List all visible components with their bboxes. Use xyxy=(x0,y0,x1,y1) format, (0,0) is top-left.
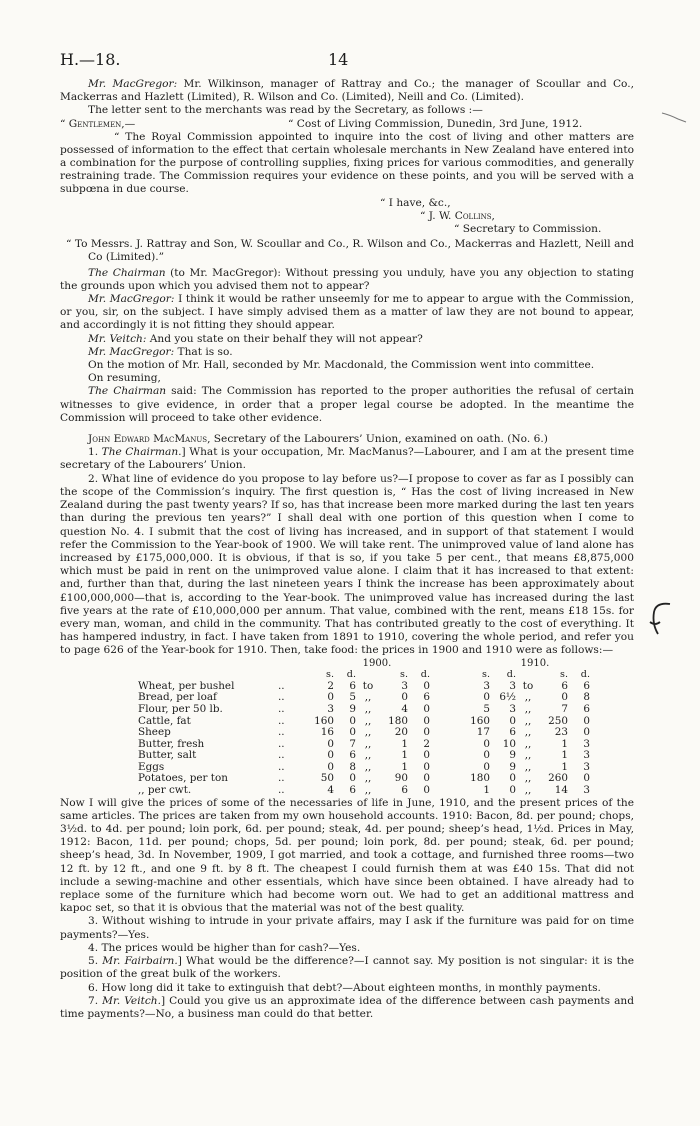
price-cell: 0 xyxy=(423,726,430,739)
unit-label: d. xyxy=(346,669,356,681)
paragraph: Now I will give the prices of some of the necessaries of life in June, 1910, and the present prices of the same articles. The prices are taken from my own household accounts. 1910: Bacon, 8d. per pound; chops, 3½d. to 4d. per pound; loin pork, 6d. per pound; steak, 4d. per pound; sheep’s head, 1½d. Prices in May, 1912: Bacon, 11d. per pound; chops, 5d. per pound; loin pork, 8d. per pound; steak, 6d. per pound; sheep’s head, 3d. In November, 1909, I got married, and took a cottage, and furnished three rooms—two 12 ft. by 12 ft., and one 9 ft. by 8 ft. The cheapest I could furnish them at was £40 15s. That did not include a sewing-machine and other essentials, which have since been obtained. I have already had to replace some of the furniture which had become worn out. We had to get an additional mattress and kapoc set, so that it is obvious that the material was not of the best quality. xyxy=(60,796,634,915)
unit-label: s. xyxy=(560,669,568,681)
year-1900: 1900. xyxy=(362,657,392,669)
price-cell: ,, xyxy=(364,784,372,797)
unit-label: s. xyxy=(400,669,408,681)
price-cell: 6 xyxy=(349,749,356,762)
witness-name: John Edward MacManus xyxy=(88,433,208,446)
price-cell: 2 xyxy=(423,737,430,750)
price-cell: 0 xyxy=(327,760,334,773)
price-cell: ,, xyxy=(364,749,372,762)
price-cell: ,, xyxy=(364,760,372,773)
item-name: Butter, fresh xyxy=(138,737,205,750)
price-cell: 16 xyxy=(320,726,334,739)
price-cell: 6 xyxy=(349,679,356,692)
unit-label: s. xyxy=(482,669,490,681)
price-cell: 2 xyxy=(327,679,334,692)
price-cell: 1 xyxy=(401,760,408,773)
item-name: Bread, per loaf xyxy=(138,691,217,704)
page-number: 14 xyxy=(328,50,349,69)
price-cell: ,, xyxy=(524,737,532,750)
price-cell: 3 xyxy=(583,760,590,773)
paragraph-text: I think it would be rather unseemly for me to appear to argue with the Commission, or you, sir, on the subject. I have simply advised them as a matter of law they are not bound to appear, and accordingly it is not fitting they should appear. xyxy=(60,293,634,332)
price-cell: 0 xyxy=(483,737,490,750)
price-cell: ,, xyxy=(524,691,532,704)
price-cell: 1 xyxy=(483,784,490,797)
price-cell: 0 xyxy=(423,714,430,727)
price-cell: 0 xyxy=(483,760,490,773)
price-cell: 0 xyxy=(423,749,430,762)
item-name: Wheat, per bushel xyxy=(138,679,235,692)
price-cell: 6 xyxy=(561,679,568,692)
leader-dots: .. xyxy=(278,760,285,773)
price-cell: ,, xyxy=(524,714,532,727)
price-cell: 180 xyxy=(470,772,490,785)
margin-bracket-mark xyxy=(646,600,676,640)
price-cell: 17 xyxy=(476,726,490,739)
price-cell: 0 xyxy=(509,714,516,727)
price-cell: 14 xyxy=(554,784,568,797)
price-cell: 8 xyxy=(349,760,356,773)
question xyxy=(60,955,634,981)
letter-address-date: “ Cost of Living Commission, Dunedin, 3rd June, 1912. xyxy=(288,117,583,130)
price-cell: ,, xyxy=(364,702,372,715)
price-cell: 0 xyxy=(423,772,430,785)
paragraph xyxy=(60,346,634,359)
table-row xyxy=(138,727,592,739)
price-cell: 0 xyxy=(327,749,334,762)
price-cell: 4 xyxy=(401,702,408,715)
price-cell: 160 xyxy=(314,714,334,727)
price-cell: 180 xyxy=(388,714,408,727)
year-1910: 1910. xyxy=(520,657,550,669)
price-cell: 1 xyxy=(561,760,568,773)
price-cell: to xyxy=(362,679,374,692)
price-cell: 20 xyxy=(394,726,408,739)
price-cell: 6½ xyxy=(499,691,516,704)
witness-heading xyxy=(60,433,634,446)
price-cell: 3 xyxy=(509,702,516,715)
price-cell: 6 xyxy=(583,702,590,715)
price-cell: 9 xyxy=(349,702,356,715)
price-cell: 3 xyxy=(401,679,408,692)
document-reference: H.—18. xyxy=(60,50,121,69)
price-cell: 23 xyxy=(554,726,568,739)
item-name: Flour, per 50 lb. xyxy=(138,702,223,715)
question: 4. The prices would be higher than for cash?—Yes. xyxy=(88,941,361,954)
letter-addressees: “ To Messrs. J. Rattray and Son, W. Scoullar and Co., R. Wilson and Co., Mackerras and Hazlett, Neill and Co (Limited).” xyxy=(66,238,634,264)
question: 2. What line of evidence do you propose to lay before us?—I propose to cover as far as I possibly can the scope of the Commission’s inquiry. The first question is, “ Has the cost of living increased in New Zealand during the past twenty years? If so, has that increase been more marked during the last ten years than during the previous ten years?” I shall deal with one portion of this question when I come to question No. 4. I submit that the cost of living has increased, and in support of that statement I would refer the Commission to the Year-book of 1900. We will take rent. The unimproved value of land alone has increased by £175,000,000. It is obvious, if that is so, if you take 5 per cent., that means £8,875,000 which must be paid in rent on the unimproved value alone. I claim that it has increased to that extent: and, further than that, during the last nineteen years I think the increase has been approximately about £100,000,000—that is, according to the Year-book. The unimproved value has increased during the last five years at the rate of £10,000,000 per annum. That value, combined with the rent, means £18 15s. for every man, woman, and child in the community. That has contributed greatly to the cost of everything. It has hampered industry, in fact. I have taken from 1891 to 1910, covering the whole period, and refer you to page 626 of the Year-book for 1910. Then, take food: the prices in 1900 and 1910 were as follows:— xyxy=(60,472,634,657)
price-cell: ,, xyxy=(524,772,532,785)
paragraph-text: (to Mr. MacGregor): Without pressing you unduly, have you any objection to stating the grounds upon which you advised them not to appear? xyxy=(60,266,634,292)
price-cell: 3 xyxy=(583,784,590,797)
price-cell: 3 xyxy=(583,737,590,750)
price-cell: 0 xyxy=(509,772,516,785)
price-cell: 8 xyxy=(583,691,590,704)
speaker: Mr. MacGregor: xyxy=(88,78,178,90)
price-cell: 0 xyxy=(483,749,490,762)
leader-dots: .. xyxy=(278,737,285,750)
speaker: Mr. Fairbairn. xyxy=(102,955,178,968)
question xyxy=(60,446,634,472)
price-cell: 0 xyxy=(327,737,334,750)
price-cell: 0 xyxy=(349,726,356,739)
price-cell: 50 xyxy=(320,772,334,785)
letter-signatory: “ J. W. Collins, xyxy=(420,209,495,222)
leader-dots: .. xyxy=(278,749,285,762)
price-cell: 0 xyxy=(423,702,430,715)
speaker: Mr. Veitch. xyxy=(102,994,161,1007)
price-cell: 6 xyxy=(423,691,430,704)
price-cell: 0 xyxy=(483,691,490,704)
price-cell: ,, xyxy=(364,691,372,704)
question-number: 1. xyxy=(88,446,102,459)
item-name: Sheep xyxy=(138,726,171,739)
price-table xyxy=(138,658,592,797)
letter-heading xyxy=(60,118,634,131)
price-cell: to xyxy=(522,679,534,692)
table-row xyxy=(138,785,592,797)
price-cell: 9 xyxy=(509,760,516,773)
price-cell: 9 xyxy=(509,749,516,762)
price-cell: 3 xyxy=(583,749,590,762)
paragraph: On resuming, xyxy=(88,372,161,385)
price-cell: 0 xyxy=(327,691,334,704)
price-cell: ,, xyxy=(524,726,532,739)
price-cell: 250 xyxy=(548,714,568,727)
price-cell: 90 xyxy=(394,772,408,785)
paragraph xyxy=(60,333,634,346)
price-cell: 0 xyxy=(423,760,430,773)
price-cell: 5 xyxy=(349,691,356,704)
unit-label: s. xyxy=(326,669,334,681)
price-cell: 6 xyxy=(349,784,356,797)
price-cell: 1 xyxy=(561,749,568,762)
price-cell: ,, xyxy=(524,760,532,773)
price-cell: 0 xyxy=(401,691,408,704)
price-cell: 0 xyxy=(349,772,356,785)
question-number: 5. xyxy=(88,955,103,968)
price-cell: ,, xyxy=(364,737,372,750)
price-cell: 7 xyxy=(561,702,568,715)
table-row xyxy=(138,704,592,716)
page-header xyxy=(60,50,634,72)
unit-label: d. xyxy=(580,669,590,681)
price-cell: 1 xyxy=(561,737,568,750)
price-cell: 0 xyxy=(423,679,430,692)
price-cell: 3 xyxy=(483,679,490,692)
price-cell: 260 xyxy=(548,772,568,785)
paragraph xyxy=(60,267,634,293)
question-text: ] Could you give us an approximate idea of the difference between cash payments and time payments?—No, a business man could do that better. xyxy=(60,994,635,1020)
leader-dots: .. xyxy=(278,691,285,704)
price-cell: 0 xyxy=(423,784,430,797)
question xyxy=(60,995,634,1021)
item-name: Potatoes, per ton xyxy=(138,772,228,785)
unit-label: d. xyxy=(420,669,430,681)
price-cell: 6 xyxy=(583,679,590,692)
price-cell: 0 xyxy=(509,784,516,797)
price-cell: 6 xyxy=(509,726,516,739)
table-year-header xyxy=(138,658,592,670)
item-name: Eggs xyxy=(138,760,165,773)
item-name: ,, per cwt. xyxy=(138,784,192,797)
price-cell: 4 xyxy=(327,784,334,797)
question: 3. Without wishing to intrude in your private affairs, may I ask if the furniture was paid for on time payments?—Yes. xyxy=(60,915,634,941)
paragraph-text: said: The Commission has reported to the proper authorities the refusal of certain witnesses to give evidence, in order that a proper legal course be adopted. In the meantime the Commission will proceed to take other evidence. xyxy=(60,385,634,424)
paragraph: On the motion of Mr. Hall, seconded by Mr. Macdonald, the Commission went into committee. xyxy=(88,359,595,372)
witness-description: , Secretary of the Labourers’ Union, examined on oath. (No. 6.) xyxy=(207,433,548,446)
salutation: “ Gentlemen,— xyxy=(60,117,136,130)
item-name: Cattle, fat xyxy=(138,714,191,727)
unit-label: d. xyxy=(506,669,516,681)
price-cell: ,, xyxy=(524,702,532,715)
price-cell: 7 xyxy=(349,737,356,750)
speaker: Mr. MacGregor: xyxy=(88,345,175,358)
document-body xyxy=(60,78,634,1021)
speaker: The Chairman. xyxy=(101,446,182,459)
leader-dots: .. xyxy=(278,784,285,797)
speaker: Mr. Veitch: xyxy=(88,332,147,345)
paragraph xyxy=(60,78,634,104)
table-unit-header xyxy=(138,669,592,681)
paragraph-text: That is so. xyxy=(174,345,233,358)
price-cell: 10 xyxy=(502,737,516,750)
margin-pencil-mark xyxy=(660,108,688,122)
speaker: Mr. MacGregor: xyxy=(88,293,175,306)
price-cell: 0 xyxy=(583,726,590,739)
price-cell: 1 xyxy=(401,749,408,762)
paragraph: The letter sent to the merchants was read by the Secretary, as follows :— xyxy=(88,104,483,117)
speaker: The Chairman xyxy=(88,385,167,398)
leader-dots: .. xyxy=(278,772,285,785)
letter-body: “ The Royal Commission appointed to inquire into the cost of living and other matters are possessed of information to the effect that certain wholesale merchants in New Zealand have entered into a combination for the purpose of controlling supplies, fixing prices for various commodities, and generally restraining trade. The Commission requires your evidence on these points, and you will be served with a subpœna in due course. xyxy=(60,130,634,196)
price-cell: 5 xyxy=(483,702,490,715)
price-cell: ,, xyxy=(364,726,372,739)
leader-dots: .. xyxy=(278,679,285,692)
price-cell: 160 xyxy=(470,714,490,727)
paragraph-text: Mr. Wilkinson, manager of Rattray and Co.; the manager of Scoullar and Co., Mackerras and Hazlett (Limited), R. Wilson and Co. (Limited), Neill and Co. (Limited). xyxy=(60,78,634,104)
question-number: 7. xyxy=(88,994,103,1007)
paragraph xyxy=(60,293,634,333)
price-cell: 3 xyxy=(327,702,334,715)
paragraph xyxy=(60,385,634,425)
price-cell: ,, xyxy=(524,784,532,797)
question-text: ] What would be the difference?—I cannot say. My position is not singular: it is the position of the great bulk of the workers. xyxy=(60,955,634,981)
price-cell: ,, xyxy=(364,714,372,727)
question: 6. How long did it take to extinguish that debt?—About eighteen months, in monthly payments. xyxy=(88,981,601,994)
letter-closing: “ I have, &c., xyxy=(380,196,451,209)
leader-dots: .. xyxy=(278,702,285,715)
speaker: The Chairman xyxy=(88,266,166,279)
letter-signatory-title: “ Secretary to Commission. xyxy=(454,223,602,236)
item-name: Butter, salt xyxy=(138,749,197,762)
price-cell: 0 xyxy=(349,714,356,727)
price-cell: 0 xyxy=(583,772,590,785)
price-cell: 3 xyxy=(509,679,516,692)
leader-dots: .. xyxy=(278,714,285,727)
price-cell: ,, xyxy=(524,749,532,762)
document-page xyxy=(60,50,634,1021)
leader-dots: .. xyxy=(278,726,285,739)
paragraph-text: And you state on their behalf they will not appear? xyxy=(146,332,423,345)
price-cell: 6 xyxy=(401,784,408,797)
price-cell: ,, xyxy=(364,772,372,785)
price-cell: 0 xyxy=(561,691,568,704)
price-cell: 1 xyxy=(401,737,408,750)
price-cell: 0 xyxy=(583,714,590,727)
question-text: ] What is your occupation, Mr. MacManus?—Labourer, and I am at the present time secretary of the Labourers’ Union. xyxy=(60,446,634,472)
